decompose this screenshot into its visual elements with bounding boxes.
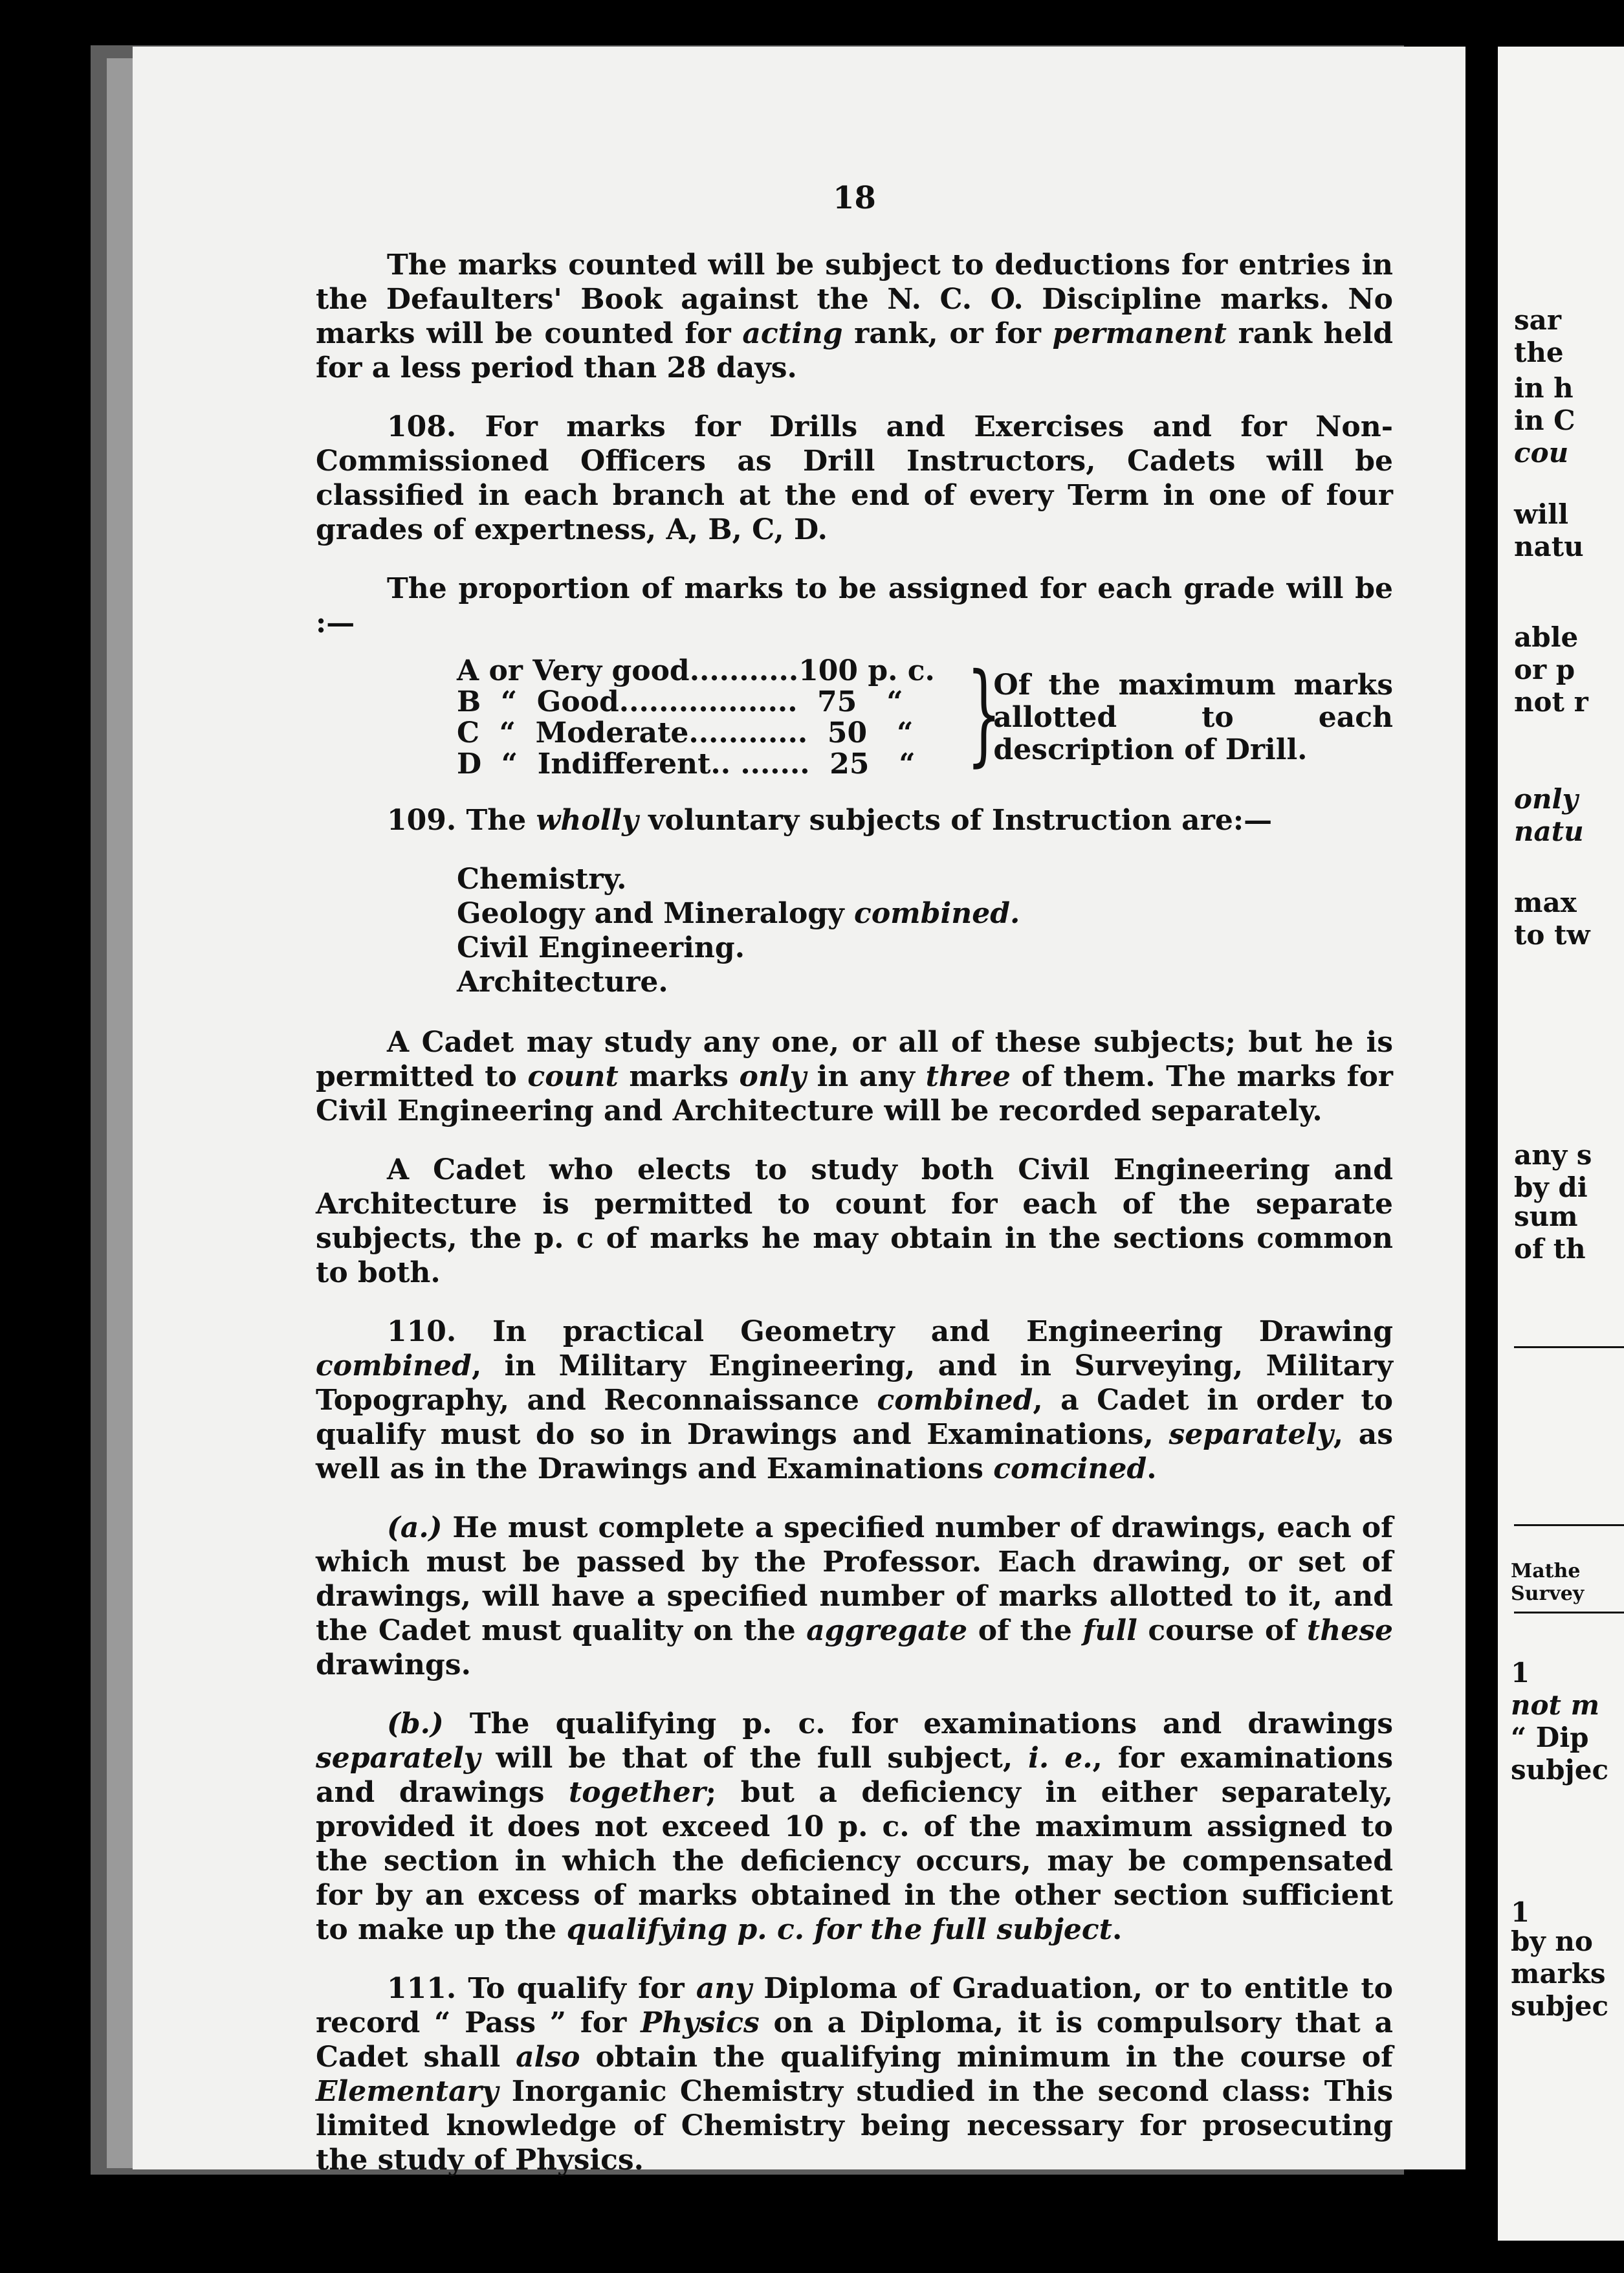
right-page-line: by no [1511,1925,1593,1957]
right-page-line: Survey [1511,1582,1585,1605]
grade-table [457,650,1393,781]
paragraph-marks-counted: The marks counted will be subject to deductions for entries in the Defaulters' Book against the N. C. O. Discipline marks. No marks will be counted for acting rank, or for permanent rank held for a less period than 28 days. [316,249,1393,384]
grade-note: Of the maximum marks allotted to each description of Drill. [993,669,1393,766]
subject-list [457,862,1393,999]
right-page-line: subjec [1511,1990,1609,2022]
right-page-line: not m [1511,1689,1600,1721]
book-gutter [1465,39,1498,2239]
right-page-line: Mathe [1511,1560,1581,1582]
right-page-line: will [1514,498,1569,530]
right-page-line: natu [1514,531,1584,562]
page-number: 18 [833,180,876,216]
brace-symbol: } [967,650,1002,778]
grade-list [457,656,958,780]
paragraph-cadet-elects: A Cadet who elects to study both Civil Engineering and Architecture is permitted to count for each of the separate subjects, the p. c of marks he may obtain in the sections common to both. [316,1153,1393,1289]
right-page-line: able [1514,621,1579,653]
right-page-line: only [1514,783,1578,815]
subject-item: Geology and Mineralogy combined. [457,897,1020,930]
page-content [316,181,1393,2202]
right-page-line: in C [1514,405,1575,436]
grade-row: C “ Moderate............ 50 “ [457,716,914,749]
proportion-intro: The proportion of marks to be assigned for each grade will be :— [316,572,1393,639]
right-page-line: natu [1514,815,1584,847]
right-page-line: 1 [1511,1896,1530,1928]
right-page-line: any s [1514,1139,1592,1171]
paragraph-111: 111. To qualify for any Diploma of Graduation, or to entitle to record “ Pass ” for Physics on a Diploma, it is compulsory that a Cadet shall also obtain the qualifying minimum in the course of Elementary Inorganic Chemistry studied in the second class: This limited knowledge of Chemistry being necessary for prosecuting the study of Physics. [316,1972,1394,2177]
right-page-line: 1 [1511,1657,1530,1689]
paragraph-108: 108. For marks for Drills and Exercises and for Non-Commissioned Officers as Drill Instructors, Cadets will be classified in each branch at the end of every Term in one of four grades of expertness, A, B, C, D. [316,410,1393,546]
paragraph-109: 109. The wholly voluntary subjects of Instruction are:— [387,804,1273,837]
right-page-line: sum [1514,1201,1578,1232]
subject-item: Architecture. [457,966,668,999]
paragraph-110-b: (b.) The qualifying p. c. for examinations and drawings separately will be that of the full subject, i. e., for examinations and drawings together; but a deficiency in either separately, provided it does not exceed 10 p. c. of the maximum assigned to the section in which the deficiency occurs, may be compensated for by an excess of marks obtained in the other section sufficient to make up the qualifying p. c. for the full subject. [316,1707,1394,1946]
right-page-line: the [1514,337,1564,368]
right-page-line: subjec [1511,1754,1609,1786]
right-page-line: max [1514,887,1577,918]
right-page-line: not r [1514,686,1588,718]
grade-row: B “ Good.................. 75 “ [457,685,903,718]
grade-row: D “ Indifferent.. ....... 25 “ [457,748,916,781]
right-page-line: in h [1514,372,1574,404]
paragraph-110: 110. In practical Geometry and Engineering Drawing combined, in Military Engineering, and in Surveying, Military Topography, and Reconnaissance combined, a Cadet in order to qualify must do so in Drawings and Examinations, separately, as well as in the Drawings and Examinations comcined. [316,1315,1393,1485]
right-page-line: or p [1514,654,1575,685]
right-page-line: of th [1514,1233,1586,1265]
subject-item: Civil Engineering. [457,931,745,964]
grade-row: A or Very good...........100 p. c. [457,654,935,687]
right-page-rule [1514,1524,1624,1526]
paragraph-cadet-study: A Cadet may study any one, or all of these subjects; but he is permitted to count marks only in any three of them. The marks for Civil Engineering and Architecture will be recorded separately. [316,1026,1393,1127]
right-page-line: by di [1514,1171,1588,1203]
right-page-line: cou [1514,437,1569,469]
right-page-line: marks [1511,1958,1606,1990]
right-page-rule [1514,1346,1624,1348]
page-right-fragment [1498,47,1624,2241]
right-page-line: sar [1514,304,1561,336]
subject-item: Chemistry. [457,863,627,896]
right-page-line: to tw [1514,919,1590,951]
right-page-line: “ Dip [1511,1722,1589,1753]
right-page-rule [1514,1612,1624,1613]
paragraph-110-a: (a.) He must complete a specified number of drawings, each of which must be passed by the Professor. Each drawing, or set of drawings, will have a specified number of marks allotted to it, and the Cadet must quality on the aggregate of the full course of these drawings. [316,1511,1393,1681]
